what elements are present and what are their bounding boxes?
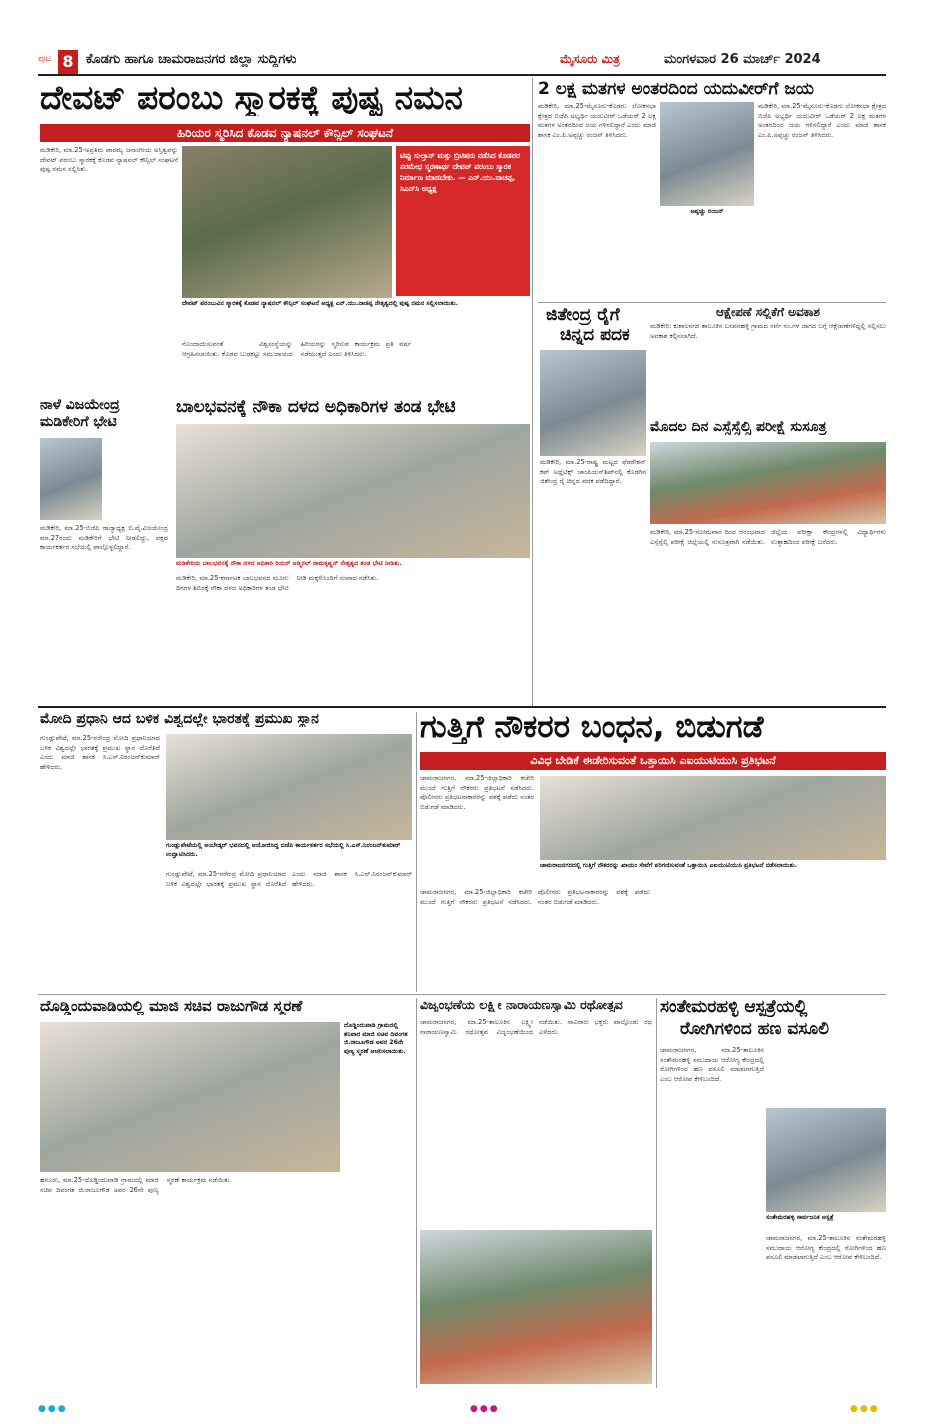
headline-doddindu: ದೊಡ್ಡಿಂದುವಾಡಿಯಲ್ಲಿ ಮಾಜಿ ಸಚಿವ ರಾಜುಗೌಡ ಸ್ಮರಣೆ	[40, 998, 303, 1015]
body-vijayendra: ಮಡಿಕೇರಿ, ಮಾ.25-ಬಿಜೆಪಿ ರಾಜ್ಯಾಧ್ಯಕ್ಷ ಬಿ.ವೈ.ವಿಜಯೇಂದ್ರ ಮಾ.27ರಂದು ಮಡಿಕೇರಿಗೆ ಭೇಟಿ ನೀಡಲಿದ್ದು, ಪಕ್ಷದ ಕಾರ್ಯಕರ್ತರ ಸಭೆಯಲ್ಲಿ ಪಾಲ್ಗೊಳ್ಳಲಿದ್ದಾರೆ.	[40, 524, 168, 552]
photo-hospital	[766, 1108, 886, 1212]
photo-modi-event	[166, 734, 412, 840]
photo-rathotsava	[420, 1230, 652, 1384]
banner-workers: ವಿವಿಧ ಬೇಡಿಕೆ ಈಡೇರಿಸುವಂತೆ ಒತ್ತಾಯಿಸಿ ಎಐಯುಟಿಯುಸಿ ಪ್ರತಿಭಟನೆ	[420, 752, 886, 770]
body-balabhavan: ಮಡಿಕೇರಿ, ಮಾ.25-ಕರ್ನಾಟಕ ಬಾಲಭವನದ ಮೂರು ದಿನಗಳ ಶಿಬಿರಕ್ಕೆ ನೌಕಾ ದಳದ ಅಧಿಕಾರಿಗಳ ತಂಡ ಭೇಟಿ ನೀಡಿ ಮಕ್ಕಳೊಂದಿಗೆ ಸಂವಾದ ನಡೆಸಿತು.	[176, 574, 379, 592]
section-divider	[38, 706, 886, 708]
page-number: 8	[58, 50, 78, 74]
headline-objection: ಆಕ್ಷೇಪಣೆ ಸಲ್ಲಿಕೆಗೆ ಅವಕಾಶ	[715, 306, 821, 319]
header-rule	[38, 74, 886, 76]
body-hospital-lead: ಚಾಮರಾಜನಗರ, ಮಾ.25-ತಾಲೂಕಿನ ಸಂತೇಮರಹಳ್ಳಿ ಸಮುದಾಯ ಆರೋಗ್ಯ ಕೇಂದ್ರದಲ್ಲಿ ರೋಗಿಗಳಿಂದ ಹಣ ವಸೂಲಿ ಮಾಡಲಾಗುತ್ತಿದೆ ಎಂಬ ಆರೋಪ ಕೇಳಿಬಂದಿದೆ.	[660, 1046, 764, 1083]
caption-modi: ಗುಂಡ್ಲುಪೇಟೆಯಲ್ಲಿ ಅಂಬೇಡ್ಕರ್ ಭವನದಲ್ಲಿ ಆಯೋಜಿಸಿದ್ದ ಬಿಜೆಪಿ ಕಾರ್ಯಕರ್ತರ ಸಭೆಯಲ್ಲಿ ಸಿ.ಎಸ್.ನಿರಂಜನ್‌ಕುಮಾರ್ ಉದ್ಘಾಟಿಸಿದರು.	[166, 842, 401, 858]
column-divider	[532, 78, 533, 706]
registration-marks: ●●●	[38, 1404, 68, 1414]
caption-balabhavan: ಮಡಿಕೇರಿಯ ಬಾಲಭವನಕ್ಕೆ ನೌಕಾ ದಳದ ಅಧಿಕಾರಿ ರಿಯರ್ ಅಡ್ಮಿರಲ್ ರಾಮಕೃಷ್ಣನ್ ನೇತೃತ್ವದ ತಂಡ ಭೇಟಿ ನೀಡಿತು.	[176, 560, 402, 567]
headline-sslc: ಮೊದಲ ದಿನ ಎಸ್ಸೆಸ್ಸೆಲ್ಸಿ ಪರೀಕ್ಷೆ ಸುಸೂತ್ರ	[650, 420, 827, 435]
photo-sslc-students	[650, 442, 886, 524]
headline-yaduveer: 2 ಲಕ್ಷ ಮತಗಳ ಅಂತರದಿಂದ ಯದುವೀರ್‌ಗೆ ಜಯ	[538, 80, 814, 99]
photo-balabhavan	[176, 424, 530, 558]
caption-hospital: ಸಂತೇಮರಹಳ್ಳಿ ಸಾರ್ವಜನಿಕ ಆಸ್ಪತ್ರೆ	[766, 1214, 834, 1221]
headline-jithendra-2: ಚಿನ್ನದ ಪದಕ	[560, 326, 630, 345]
section-title: ಕೊಡಗು ಹಾಗೂ ಚಾಮರಾಜನಗರ ಜಿಲ್ಲಾ ಸುದ್ದಿಗಳು	[86, 52, 297, 67]
divider	[538, 302, 886, 303]
body-yaduveer: ಮಡಿಕೇರಿ, ಮಾ.25-ಮೈಸೂರು-ಕೊಡಗು ಲೋಕಸಭಾ ಕ್ಷೇತ್ರದ ಬಿಜೆಪಿ ಅಭ್ಯರ್ಥಿ ಯದುವೀರ್ ಒಡೆಯರ್ 2 ಲಕ್ಷ ಮತಗಳ ಅಂತರದಿಂದ ಜಯ ಗಳಿಸಲಿದ್ದಾರೆ ಎಂದು ಮಾಜಿ ಶಾಸಕ ಎಂ.ಪಿ.ಅಪ್ಪಚ್ಚು ರಂಜನ್ ತಿಳಿಸಿದರು.	[538, 102, 656, 139]
column-divider	[416, 998, 417, 1388]
body-doddindu: ಹನೂರು, ಮಾ.25-ದೊಡ್ಡಿಂದುವಾಡಿ ಗ್ರಾಮದಲ್ಲಿ ಮಾಜಿ ಸಚಿವ ದಿವಂಗತ ಜಿ.ರಾಜೂಗೌಡ ಅವರ 26ನೇ ಪುಣ್ಯ ಸ್ಮರಣೆ ಕಾರ್ಯಕ್ರಮ ನಡೆಯಿತು.	[40, 1176, 232, 1194]
body-hospital: ಚಾಮರಾಜನಗರ, ಮಾ.25-ತಾಲೂಕಿನ ಸಂತೇಮರಹಳ್ಳಿ ಸಮುದಾಯ ಆರೋಗ್ಯ ಕೇಂದ್ರದಲ್ಲಿ ರೋಗಿಗಳಿಂದ ಹಣ ವಸೂಲಿ ಮಾಡಲಾಗುತ್ತಿದೆ ಎಂಬ ಆರೋಪ ಕೇಳಿಬಂದಿದೆ.	[766, 1234, 886, 1262]
headline-modi: ಮೋದಿ ಪ್ರಧಾನಿ ಆದ ಬಳಿಕ ವಿಶ್ವದಲ್ಲೇ ಭಾರತಕ್ಕೆ ಪ್ರಮುಖ ಸ್ಥಾನ	[40, 712, 319, 727]
body-sslc: ಮಡಿಕೇರಿ, ಮಾ.25-ಸೋಮವಾರ ದಿಂದ ಆರಂಭವಾದ ಎಸ್ಸೆಸ್ಸೆಲ್ಸಿ ಪರೀಕ್ಷೆ ಜಿಲ್ಲೆಯಲ್ಲಿ ಸುಸೂತ್ರವಾಗಿ ನಡೆಯಿತು. ಜಿಲ್ಲೆಯ ಪರೀಕ್ಷಾ ಕೇಂದ್ರಗಳಲ್ಲಿ ವಿದ್ಯಾರ್ಥಿಗಳು ಉತ್ಸಾಹದಿಂದ ಪರೀಕ್ಷೆ ಬರೆದರು.	[650, 528, 886, 546]
photo-workers-protest	[540, 776, 886, 860]
registration-marks: ●●●	[850, 1404, 880, 1414]
body-workers-lead: ಚಾಮರಾಜನಗರ, ಮಾ.25-ಜಿಲ್ಲಾಧಿಕಾರಿ ಕಚೇರಿ ಮುಂದೆ ಗುತ್ತಿಗೆ ನೌಕರರು ಪ್ರತಿಭಟನೆ ನಡೆಸಿದರು. ಪೊಲೀಸರು ಪ್ರತಿಭಟನಾಕಾರರನ್ನು ವಶಕ್ಕೆ ಪಡೆದು ನಂತರ ಬಿಡುಗಡೆ ಮಾಡಿದರು.	[420, 774, 534, 811]
headline-vijayendra-2: ಮಡಿಕೇರಿಗೆ ಭೇಟಿ	[40, 415, 117, 430]
body-rathotsava: ಚಾಮರಾಜನಗರ, ಮಾ.25-ತಾಲೂಕಿನ ಲಕ್ಷ್ಮೀ ನಾರಾಯಣಸ್ವಾಮಿ ರಥೋತ್ಸವ ವಿಜೃಂಭಣೆಯಿಂದ ನಡೆಯಿತು. ಸಾವಿರಾರು ಭಕ್ತರು ಪಾಲ್ಗೊಂಡು ರಥ ಎಳೆದರು.	[420, 1018, 652, 1036]
headline-hospital-1: ಸಂತೇಮರಹಳ್ಳಿ ಆಸ್ಪತ್ರೆಯಲ್ಲಿ	[660, 998, 808, 1017]
section-divider	[38, 994, 886, 995]
body-jithendra: ಮಡಿಕೇರಿ, ಮಾ.25-ರಾಷ್ಟ್ರ ಮಟ್ಟದ ಫೆಡರೇಶನ್ ಕಪ್ ಅಥ್ಲೆಟಿಕ್ಸ್ ಚಾಂಪಿಯನ್‌ಶಿಪ್‌ನಲ್ಲಿ ಕೊಡಗಿನ ಜಿತೇಂದ್ರ ರೈ ಚಿನ್ನದ ಪದಕ ಪಡೆದಿದ್ದಾರೆ.	[540, 458, 646, 486]
body-workers: ಚಾಮರಾಜನಗರ, ಮಾ.25-ಜಿಲ್ಲಾಧಿಕಾರಿ ಕಚೇರಿ ಮುಂದೆ ಗುತ್ತಿಗೆ ನೌಕರರು ಪ್ರತಿಭಟನೆ ನಡೆಸಿದರು. ಪೊಲೀಸರು ಪ್ರತಿಭಟನಾಕಾರರನ್ನು ವಶಕ್ಕೆ ಪಡೆದು ನಂತರ ಬಿಡುಗಡೆ ಮಾಡಿದರು.	[420, 888, 650, 906]
body-yaduveer-cont: ಮಡಿಕೇರಿ, ಮಾ.25-ಮೈಸೂರು-ಕೊಡಗು ಲೋಕಸಭಾ ಕ್ಷೇತ್ರದ ಬಿಜೆಪಿ ಅಭ್ಯರ್ಥಿ ಯದುವೀರ್ ಒಡೆಯರ್ 2 ಲಕ್ಷ ಮತಗಳ ಅಂತರದಿಂದ ಜಯ ಗಳಿಸಲಿದ್ದಾರೆ ಎಂದು ಮಾಜಿ ಶಾಸಕ ಎಂ.ಪಿ.ಅಪ್ಪಚ್ಚು ರಂಜನ್ ತಿಳಿಸಿದರು.	[758, 102, 886, 139]
headline-workers: ಗುತ್ತಿಗೆ ನೌಕರರ ಬಂಧನ, ಬಿಡುಗಡೆ	[420, 710, 764, 745]
photo-appachu-ranjan	[660, 102, 754, 206]
headline-hospital-2: ರೋಗಿಗಳಿಂದ ಹಣ ವಸೂಲಿ	[680, 1020, 829, 1039]
body-modi-lead: ಗುಂಡ್ಲುಪೇಟೆ, ಮಾ.25-ನರೇಂದ್ರ ಮೋದಿ ಪ್ರಧಾನಿಯಾದ ಬಳಿಕ ವಿಶ್ವದಲ್ಲೇ ಭಾರತಕ್ಕೆ ಪ್ರಮುಖ ಸ್ಥಾನ ದೊರೆತಿದೆ ಎಂದು ಮಾಜಿ ಶಾಸಕ ಸಿ.ಎಸ್.ನಿರಂಜನ್‌ಕುಮಾರ್ ಹೇಳಿದರು.	[40, 734, 160, 771]
caption-devat: ದೇವಟ್ ಪರಂಬುವಿನ ಸ್ಮಾರಕಕ್ಕೆ ಕೊಡವ ನ್ಯಾಷನಲ್ ಕೌನ್ಸಿಲ್ ಸಂಘಟನೆ ಅಧ್ಯಕ್ಷ ಎನ್.ಯು.ನಾಚಪ್ಪ ನೇತೃತ್ವದಲ್ಲಿ ಪುಷ್ಪ ನಮನ ಸಲ್ಲಿಸಲಾಯಿತು.	[182, 300, 459, 307]
caption-yaduveer: ಅಪ್ಪಚ್ಚು ರಂಜನ್	[690, 208, 724, 215]
photo-devat-memorial	[182, 146, 392, 298]
brand-name: ಮೈಸೂರು ಮಿತ್ರ	[560, 52, 620, 66]
body-devat-lead: ಮಡಿಕೇರಿ, ಮಾ.25-ಅಪ್ರತಿಮ ಪಾರಮ್ಯ ಜನಾಂಗೀಯ ಅಸ್ತಿತ್ವವನ್ನು ದೇವಟ್ ಪರಂಬು ಸ್ಮಾರಕಕ್ಕೆ ಕೊಡವ ನ್ಯಾಷನಲ್ ಕೌನ್ಸಿಲ್ ಸಂಘಟನೆ ಪುಷ್ಪ ನಮನ ಸಲ್ಲಿಸಿತು.	[40, 146, 178, 174]
headline-rathotsava: ವಿಜೃಂಭಣೆಯ ಲಕ್ಷ್ಮೀ ನಾರಾಯಣಸ್ವಾಮಿ ರಥೋತ್ಸವ	[420, 998, 623, 1012]
headline-jithendra-1: ಜಿತೇಂದ್ರ ರೈಗೆ	[546, 306, 620, 325]
banner-devat: ಹಿರಿಯರ ಸ್ಮರಿಸಿದ ಕೊಡವ ನ್ಯಾಷನಲ್ ಕೌನ್ಸಿಲ್ ಸಂಘಟನೆ	[40, 124, 530, 142]
headline-vijayendra-1: ನಾಳೆ ವಿಜಯೇಂದ್ರ	[40, 398, 120, 413]
registration-marks: ●●●	[470, 1404, 500, 1414]
caption-doddindu: ದೊಡ್ಡಿಂದುವಾಡಿ ಗ್ರಾಮದಲ್ಲಿ ಶನಿವಾರ ಮಾಜಿ ಸಚಿವ ದಿವಂಗತ ಜಿ.ರಾಜೂಗೌಡ ಅವರ 26ನೇ ಪುಣ್ಯ ಸ್ಮರಣೆ ಆಚರಿಸಲಾಯಿತು.	[344, 1022, 408, 1055]
issue-date: ಮಂಗಳವಾರ 26 ಮಾರ್ಚ್ 2024	[664, 52, 821, 67]
body-objection: ಮಡಿಕೇರಿ: ಕುಶಾಲನಗರ ತಾಲೂಕಿನ ಬಸವನಹಳ್ಳಿ ಗ್ರಾಮದ ಸರ್ವೆ ನಂ.ಗಳ ಜಾಗದ ಬಗ್ಗೆ ಆಕ್ಷೇಪಣೆಗಳಿದ್ದಲ್ಲಿ ಸಲ್ಲಿಸಲು ಅವಕಾಶ ಕಲ್ಪಿಸಲಾಗಿದೆ.	[650, 322, 886, 340]
headline-balabhavan: ಬಾಲಭವನಕ್ಕೆ ನೌಕಾ ದಳದ ಅಧಿಕಾರಿಗಳ ತಂಡ ಭೇಟಿ	[176, 398, 456, 417]
column-divider	[416, 712, 417, 992]
photo-jithendra	[540, 350, 646, 456]
column-divider	[656, 998, 657, 1388]
body-devat: ನೊಂದಾಯಿಸುವಂತೆ ವಿಶ್ವಸಂಸ್ಥೆಯನ್ನು ಆಗ್ರಹಿಸಲಾಯಿತು. ಕೊಡವ ಬುಡಕಟ್ಟು ಸಮುದಾಯದ ಹಿರಿಯರನ್ನು ಸ್ಮರಿಸುವ ಕಾರ್ಯಕ್ರಮ ಪ್ರತಿ ವರ್ಷ ನಡೆಯುತ್ತದೆ ಎಂದು ತಿಳಿಸಿದರು.	[182, 340, 412, 358]
body-modi: ಗುಂಡ್ಲುಪೇಟೆ, ಮಾ.25-ನರೇಂದ್ರ ಮೋದಿ ಪ್ರಧಾನಿಯಾದ ಬಳಿಕ ವಿಶ್ವದಲ್ಲೇ ಭಾರತಕ್ಕೆ ಪ್ರಮುಖ ಸ್ಥಾನ ದೊರೆತಿದೆ ಎಂದು ಮಾಜಿ ಶಾಸಕ ಸಿ.ಎಸ್.ನಿರಂಜನ್‌ಕುಮಾರ್ ಹೇಳಿದರು.	[166, 870, 412, 888]
headline-devat: ದೇವಟ್ ಪರಂಬು ಸ್ಮಾರಕಕ್ಕೆ ಪುಷ್ಪ ನಮನ	[40, 80, 463, 117]
page-label: ಪುಟ	[38, 54, 52, 64]
photo-vijayendra	[40, 438, 102, 520]
photo-doddindu	[40, 1022, 340, 1172]
quote-box-devat: ಟಿಪ್ಪು ಸುಲ್ತಾನ್ ಮತ್ತು ಬ್ರಿಟಿಷರು ನಡೆಸಿದ ಕೊಡವರ ನರಮೇಧ ಸ್ಮರಣಾರ್ಥ ದೇವಟ್ ಪರಂಬು ಸ್ಮಾರಕ ನಿರ್ಮಾಣ ಮಾಡಬೇಕು. — ಎನ್.ಯು.ನಾಚಪ್ಪ, ಸಿಎನ್‌ಸಿ ಅಧ್ಯಕ್ಷ	[396, 146, 530, 296]
caption-workers: ಚಾಮರಾಜನಗರದಲ್ಲಿ ಗುತ್ತಿಗೆ ನೌಕರರನ್ನು ಖಾಯಂ ಸೇವೆಗೆ ಪರಿಗಣಿಸುವಂತೆ ಒತ್ತಾಯಿಸಿ ಎಐಯುಟಿಯುಸಿ ಪ್ರತಿಭಟನೆ ನಡೆಸಲಾಯಿತು.	[540, 862, 798, 869]
